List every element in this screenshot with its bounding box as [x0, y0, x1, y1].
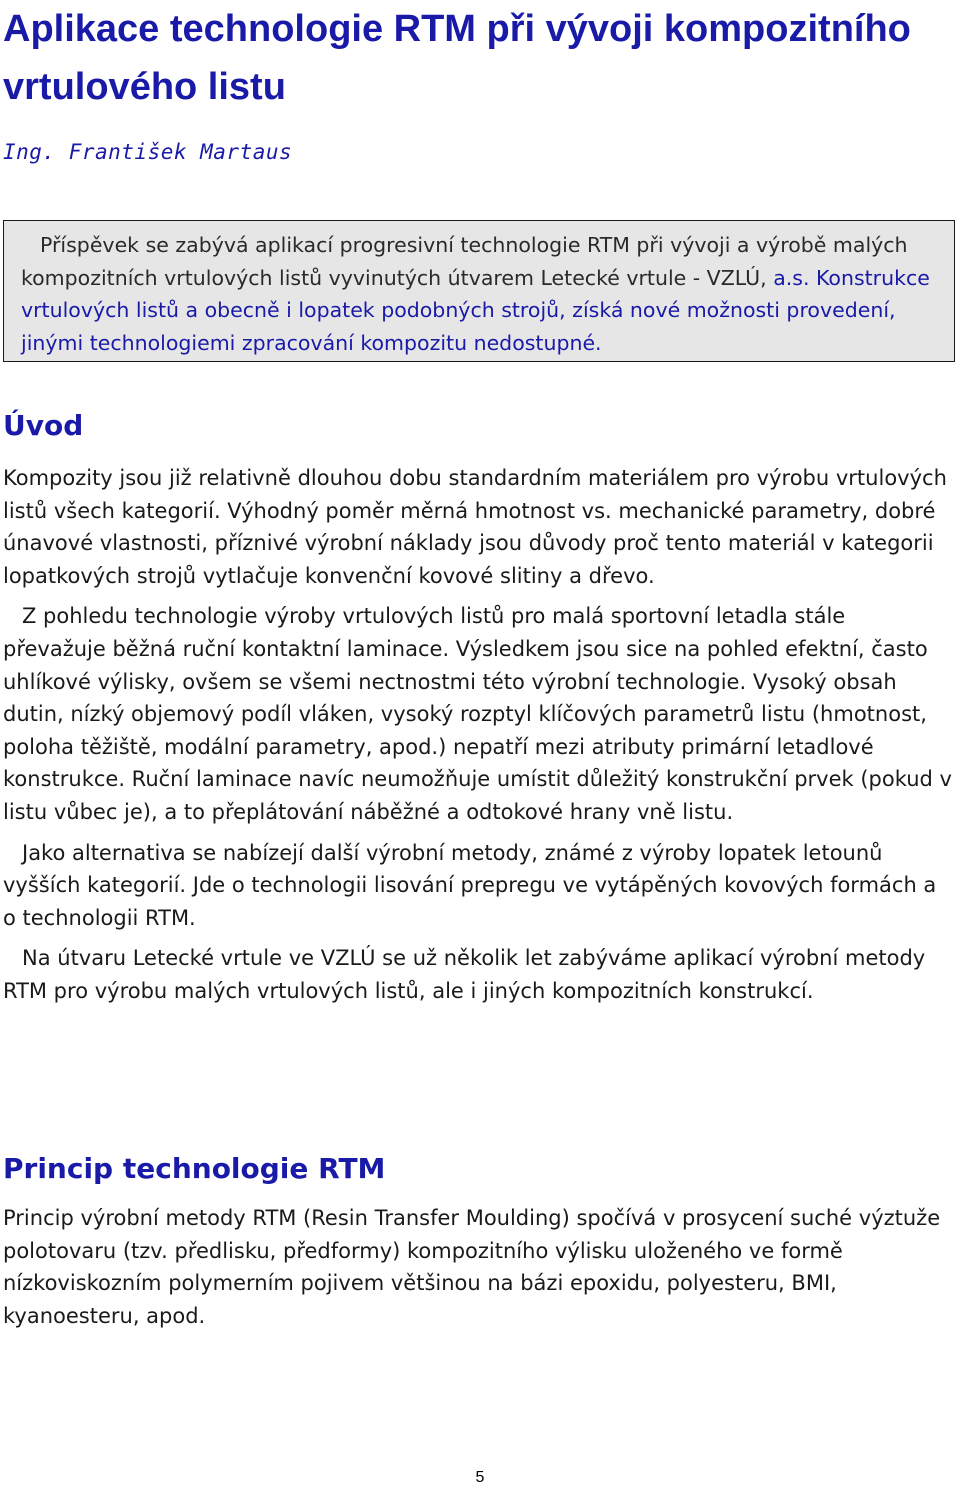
uvod-paragraph-4: Na útvaru Letecké vrtule ve VZLÚ se už několik let zabýváme aplikací výrobní metody RTM pro výrobu malých vrtulových listů, ale i jiných kompozitních konstrukcí. [3, 946, 926, 1003]
uvod-paragraph-2: Z pohledu technologie výroby vrtulových listů pro malá sportovní letadla stále převažuje běžná ruční kontaktní laminace. Výsledkem jsou sice na pohled efektní, často uhlíkové výlisky, ovšem se všemi nectnostmi této výrobní technologie. Vysoký obsah dutin, nízký objemový podíl vláken, vysoký rozptyl klíčových parametrů listu (hmotnost, poloha těžiště, modální parametry, apod.) nepatří mezi atributy primární letadlové konstrukce. Ruční laminace navíc neumožňuje umístit důležitý konstrukční prvek (pokud v listu vůbec je), a to přeplátování náběžné a odtokové hrany vně listu. [3, 604, 952, 824]
section-heading-uvod: Úvod [3, 409, 84, 442]
paper-title: Aplikace technologie RTM při vývoji kompozitního vrtulového listu [3, 8, 911, 108]
princip-paragraph-1: Princip výrobní metody RTM (Resin Transfer Moulding) spočívá v prosycení suché výztuže polotovaru (tzv. předlisku, předformy) kompozitního výlisku uloženého ve formě nízkoviskozním polymerním pojivem většinou na bázi epoxidu, polyesteru, BMI, kyanoesteru, apod. [3, 1206, 941, 1328]
page-number: 5 [475, 1469, 485, 1486]
section-body-princip [3, 1202, 953, 1340]
abstract-text-part-1: Příspěvek se zabývá aplikací progresivní technologie RTM při vývoji a výrobě malých kompozitních vrtulových listů vyvinutých útvarem Letecké vrtule - VZLÚ, [21, 233, 908, 290]
abstract-company-suffix: a.s. [773, 265, 810, 290]
abstract-text-part-2: Konstrukce vrtulových listů a obecně i lopatek podobných strojů, získá nové možnosti provedení, jinými technologiemi zpracování kompozitu nedostupné. [21, 265, 930, 355]
uvod-paragraph-3: Jako alternativa se nabízejí další výrobní metody, známé z výroby lopatek letounů vyšších kategorií. Jde o technologii lisování prepregu ve vytápěných kovových formách a o technologii RTM. [3, 840, 937, 930]
uvod-paragraph-1: Kompozity jsou již relativně dlouhou dobu standardním materiálem pro výrobu vrtulových listů všech kategorií. Výhodný poměr měrná hmotnost vs. mechanické parametry, dobré únavové vlastnosti, příznivé výrobní náklady jsou důvody proč tento materiál v kategorii lopatkových strojů vytlačuje konvenční kovové slitiny a dřevo. [3, 466, 947, 588]
section-body-uvod [3, 462, 953, 1016]
author-name: Ing. František Martaus [3, 140, 293, 164]
section-heading-princip: Princip technologie RTM [3, 1152, 386, 1185]
abstract-text [21, 229, 946, 359]
abstract-box [3, 220, 955, 362]
